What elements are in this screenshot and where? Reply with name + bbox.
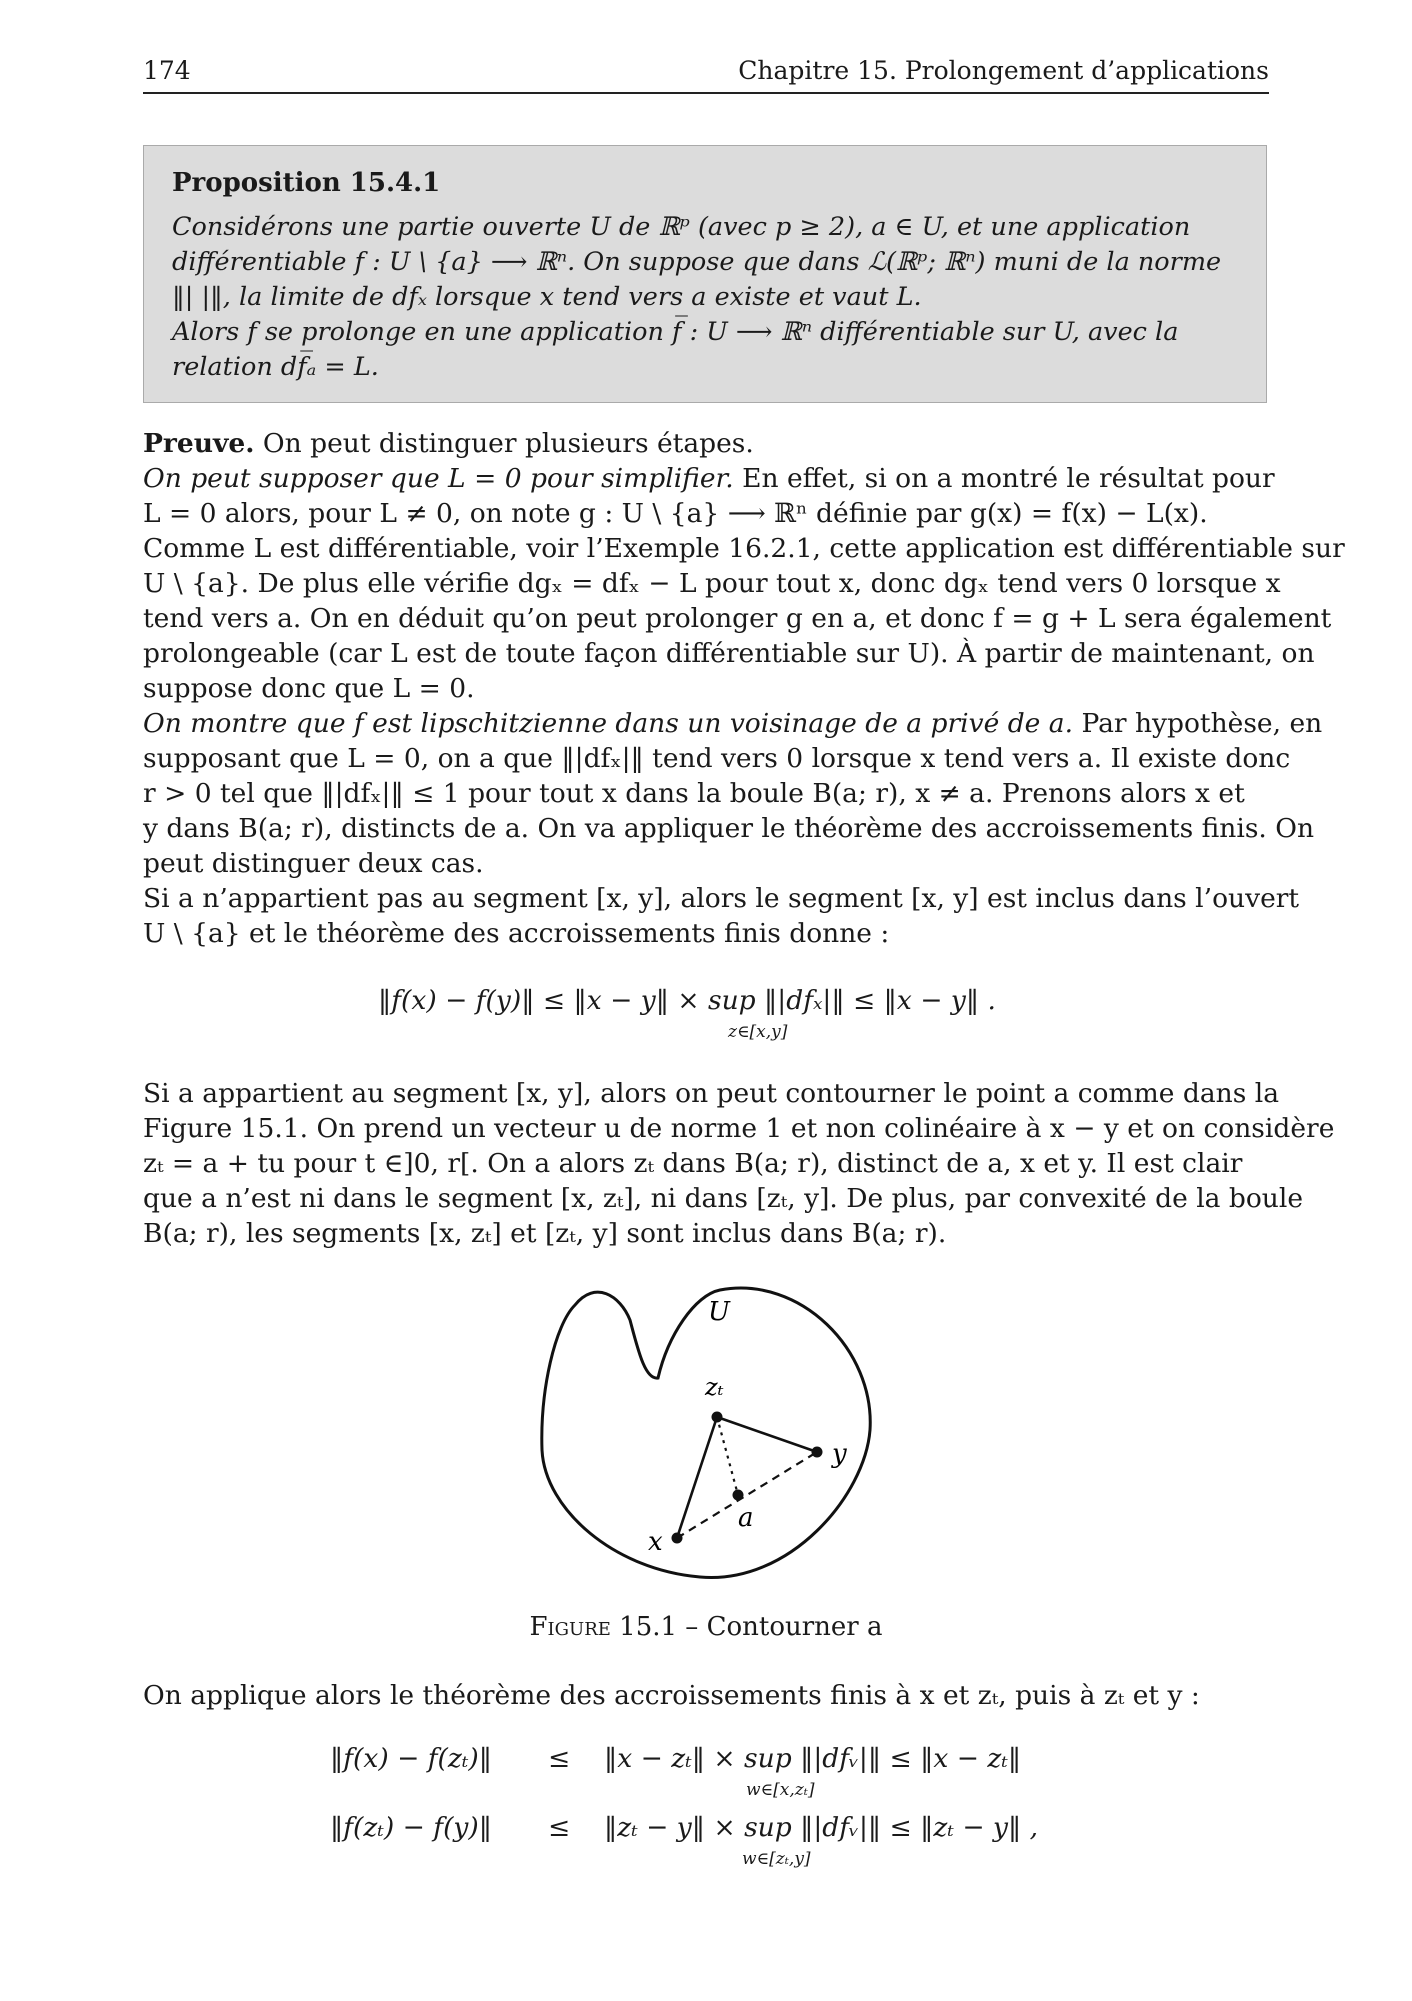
label-y: y: [832, 1439, 847, 1469]
paragraph-line: supposant que L = 0, on a que ‖|dfₓ|‖ tend vers 0 lorsque x tend vers a. Il existe donc: [143, 743, 1291, 774]
segment-x-zt: [677, 1417, 717, 1538]
equation-2a-lhs: ‖f(x) − f(zₜ)‖: [330, 1743, 492, 1774]
paragraph-line: r > 0 tel que ‖|dfₓ|‖ ≤ 1 pour tout x dans la boule B(a; r), x ≠ a. Prenons alors x et: [143, 778, 1245, 809]
paragraph-line: Si a n’appartient pas au segment [x, y], alors le segment [x, y] est inclus dans l’ouvert: [143, 883, 1300, 914]
step2-title: On montre que f est lipschitzienne dans un voisinage de a privé de a.: [143, 708, 1074, 739]
figure-caption-prefix: Figure 15.1: [529, 1612, 678, 1642]
paragraph-line: Comme L est différentiable, voir l’Exemple 16.2.1, cette application est différentiable sur: [143, 533, 1345, 564]
region-u-outline: [542, 1288, 870, 1577]
proposition-line: Considérons une partie ouverte U de ℝᵖ (avec p ≥ 2), a ∈ U, et une application: [172, 212, 1191, 242]
paragraph-line: y dans B(a; r), distincts de a. On va appliquer le théorème des accroissements finis. On: [143, 813, 1315, 844]
proposition-title: Proposition 15.4.1: [172, 168, 441, 198]
figure-caption: [0, 1612, 1412, 1642]
label-zt: zₜ: [705, 1373, 724, 1401]
equation-1: ‖f(x) − f(y)‖ ≤ ‖x − y‖ × sup ‖|dfₓ|‖ ≤ ‖x − y‖ .: [378, 985, 996, 1016]
paragraph-line: que a n’est ni dans le segment [x, zₜ], ni dans [zₜ, y]. De plus, par convexité de la boule: [143, 1183, 1304, 1214]
point-zt: [712, 1412, 723, 1423]
proposition-line: Alors f se prolonge en une application f̅ : U ⟶ ℝⁿ différentiable sur U, avec la: [172, 317, 1179, 347]
equation-2b-rel: ≤: [548, 1812, 571, 1843]
equation-2a-rhs: ‖x − zₜ‖ × sup ‖|dfᵥ|‖ ≤ ‖x − zₜ‖: [604, 1743, 1022, 1774]
label-a: a: [738, 1503, 754, 1533]
paragraph-line: [143, 463, 1275, 494]
paragraph-line: Figure 15.1. On prend un vecteur u de norme 1 et non colinéaire à x − y et on considère: [143, 1113, 1335, 1144]
proof-label: Preuve.: [143, 428, 255, 459]
paragraph-line: [143, 708, 1322, 739]
paragraph-line: B(a; r), les segments [x, zₜ] et [zₜ, y] sont inclus dans B(a; r).: [143, 1218, 947, 1249]
proposition-line: relation df̅ₐ = L.: [172, 352, 379, 382]
header-rule: [143, 92, 1269, 94]
equation-2a-rel: ≤: [548, 1743, 571, 1774]
page-number: 174: [143, 56, 191, 85]
paragraph-line: U \ {a}. De plus elle vérifie dgₓ = dfₓ − L pour tout x, donc dgₓ tend vers 0 lorsque x: [143, 568, 1281, 599]
paragraph1-text: En effet, si on a montré le résultat pour: [733, 463, 1275, 494]
paragraph-line: zₜ = a + tu pour t ∈]0, r[. On a alors zₜ dans B(a; r), distinct de a, x et y. Il est clair: [143, 1148, 1243, 1179]
equation-1-sub: z∈[x,y]: [728, 1022, 788, 1042]
point-y: [812, 1447, 823, 1458]
equation-2a-sub: w∈[x,zₜ]: [746, 1780, 815, 1800]
proposition-line: ‖| |‖, la limite de dfₓ lorsque x tend vers a existe et vaut L.: [172, 282, 922, 312]
equation-2b-sub: w∈[zₜ,y]: [742, 1849, 811, 1869]
proof-intro-text: On peut distinguer plusieurs étapes.: [254, 428, 754, 459]
point-x: [672, 1533, 683, 1544]
paragraph-line: tend vers a. On en déduit qu’on peut prolonger g en a, et donc f = g + L sera également: [143, 603, 1332, 634]
paragraph-line: prolongeable (car L est de toute façon différentiable sur U). À partir de maintenant, on: [143, 638, 1315, 669]
paragraph2-text: Par hypothèse, en: [1073, 708, 1323, 739]
paragraph-line: U \ {a} et le théorème des accroissements finis donne :: [143, 918, 890, 949]
paragraph-line: Si a appartient au segment [x, y], alors on peut contourner le point a comme dans la: [143, 1078, 1280, 1109]
paragraph-line: peut distinguer deux cas.: [143, 848, 484, 879]
running-title: Chapitre 15. Prolongement d’applications: [738, 56, 1269, 85]
label-x: x: [648, 1527, 663, 1557]
point-a: [733, 1490, 744, 1501]
label-u: U: [708, 1297, 730, 1327]
paragraph-line: L = 0 alors, pour L ≠ 0, on note g : U \ {a} ⟶ ℝⁿ définie par g(x) = f(x) − L(x).: [143, 498, 1208, 529]
segment-zt-y: [717, 1417, 817, 1452]
equation-2b-lhs: ‖f(zₜ) − f(y)‖: [330, 1812, 492, 1843]
figure-caption-text: – Contourner a: [677, 1612, 883, 1642]
proof-intro: [143, 428, 754, 459]
proposition-line: différentiable f : U \ {a} ⟶ ℝⁿ. On suppose que dans ℒ(ℝᵖ; ℝⁿ) muni de la norme: [172, 247, 1222, 277]
paragraph-line: suppose donc que L = 0.: [143, 673, 475, 704]
step1-title: On peut supposer que L = 0 pour simplifier.: [143, 463, 734, 494]
equation-2b-rhs: ‖zₜ − y‖ × sup ‖|dfᵥ|‖ ≤ ‖zₜ − y‖ ,: [604, 1812, 1039, 1843]
segment-zt-a-dotted: [717, 1417, 738, 1495]
figure-contourner: [520, 1280, 920, 1600]
paragraph-line: On applique alors le théorème des accroissements finis à x et zₜ, puis à zₜ et y :: [143, 1680, 1200, 1711]
